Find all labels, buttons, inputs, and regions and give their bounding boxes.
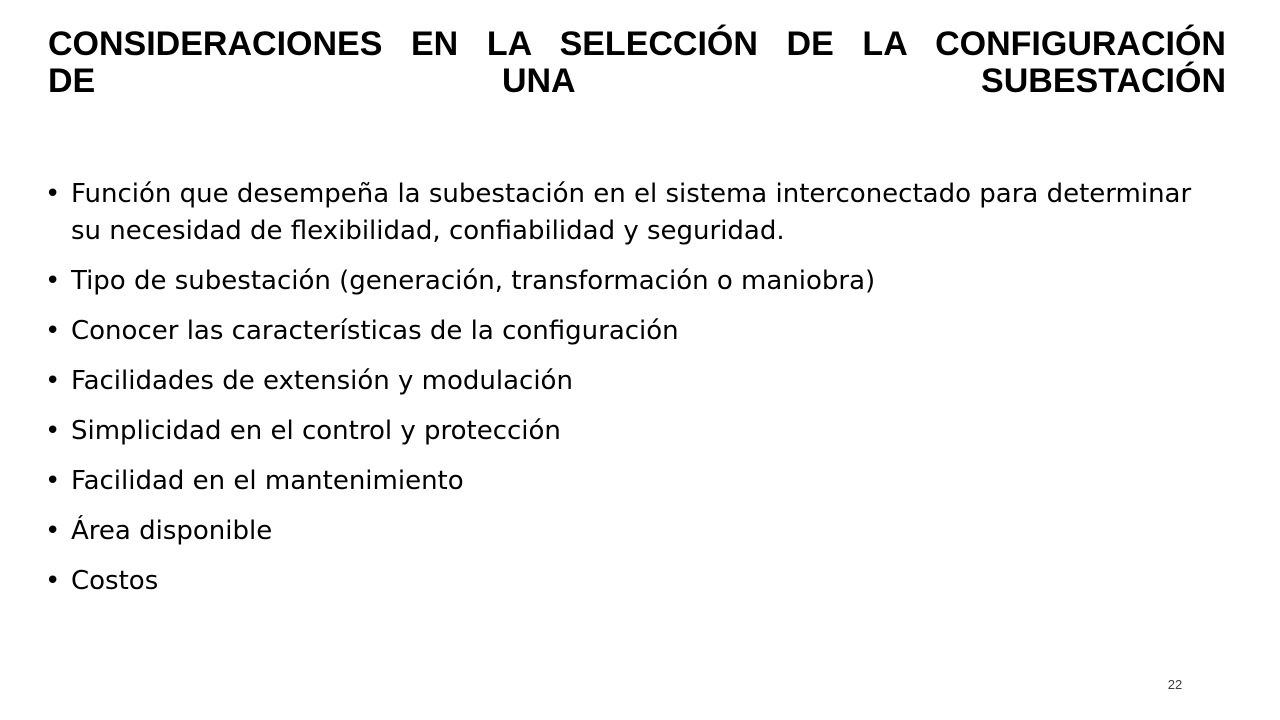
bullet-item	[45, 313, 1225, 350]
bullet-text: Facilidades de extensión y modulación	[71, 366, 573, 396]
bullet-text: Facilidad en el mantenimiento	[71, 466, 464, 496]
bullet-list	[45, 176, 1225, 613]
bullet-icon: •	[45, 466, 61, 496]
bullet-icon: •	[45, 366, 61, 396]
bullet-icon: •	[45, 416, 61, 446]
bullet-icon: •	[45, 316, 61, 346]
bullet-icon: •	[45, 566, 61, 596]
page-number: 22	[1167, 677, 1183, 692]
bullet-icon: •	[45, 179, 61, 209]
bullet-text: Conocer las características de la configuración	[71, 316, 679, 346]
bullet-item	[45, 263, 1225, 300]
slide-title	[48, 26, 1226, 100]
bullet-text: Costos	[71, 566, 159, 596]
bullet-item	[45, 463, 1225, 500]
bullet-item	[45, 513, 1225, 550]
bullet-item	[45, 413, 1225, 450]
bullet-item	[45, 363, 1225, 400]
bullet-icon: •	[45, 266, 61, 296]
bullet-item	[45, 563, 1225, 600]
bullet-text: Función que desempeña la subestación en el sistema interconectado para determinar su necesidad de flexibilidad, confiabilidad y seguridad.	[71, 179, 1192, 246]
bullet-icon: •	[45, 516, 61, 546]
bullet-item	[45, 176, 1225, 250]
bullet-text: Simplicidad en el control y protección	[71, 416, 561, 446]
bullet-text: Área disponible	[71, 516, 273, 546]
slide-title-line: DE UNA SUBESTACIÓN	[48, 62, 1226, 100]
slide-title-line: CONSIDERACIONES EN LA SELECCIÓN DE LA CONFIGURACIÓN	[48, 25, 1226, 63]
bullet-text: Tipo de subestación (generación, transformación o maniobra)	[71, 266, 876, 296]
